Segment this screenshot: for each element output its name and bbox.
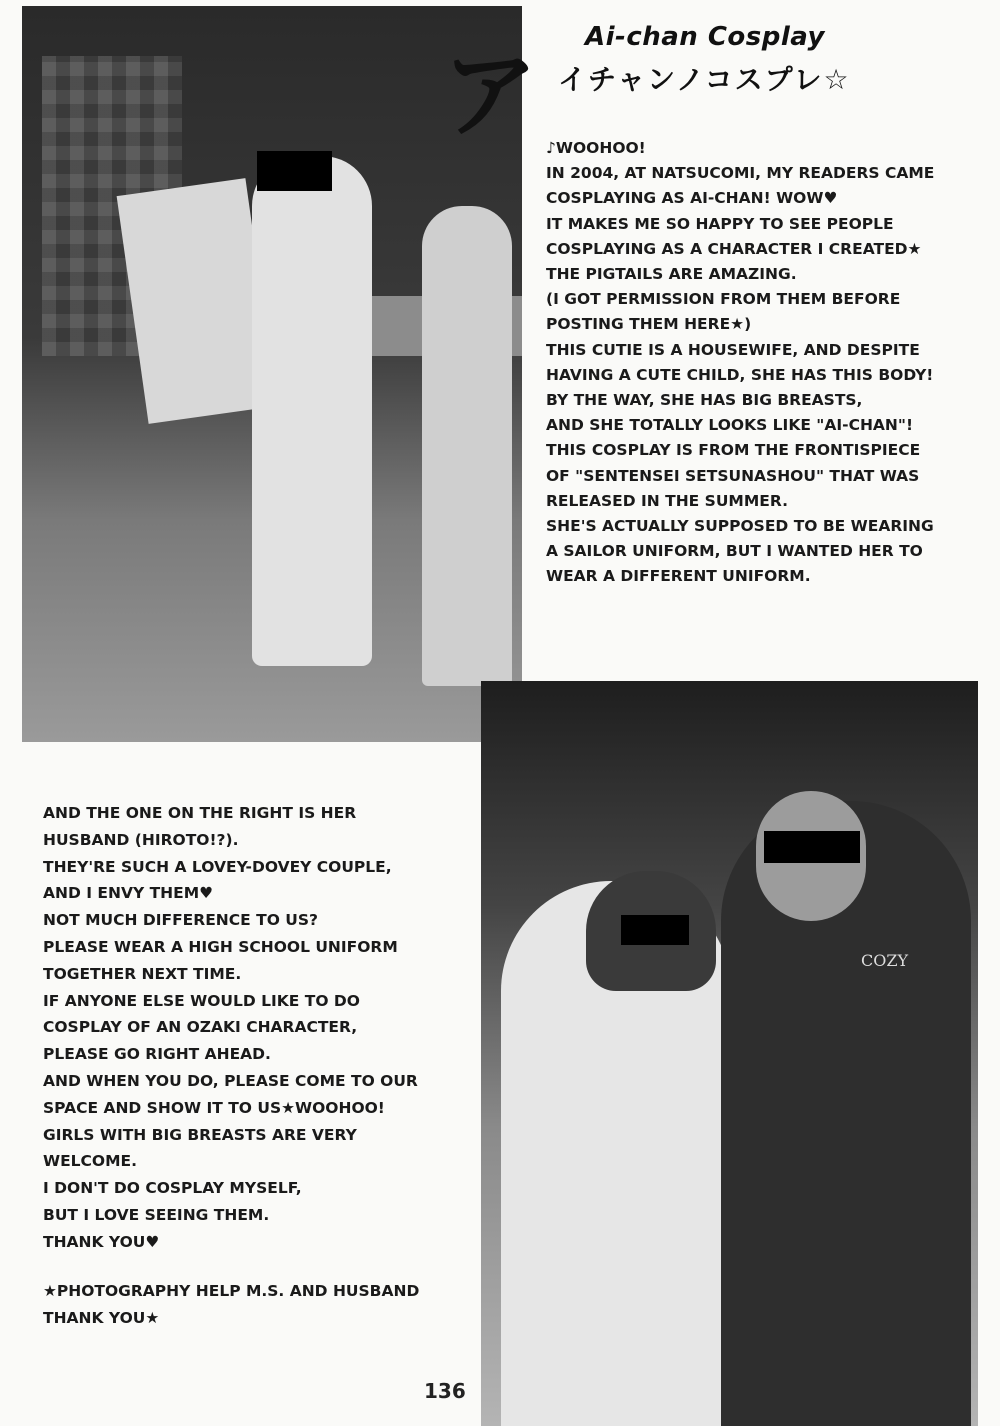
page-number: 136 <box>424 1379 466 1403</box>
caption-line: IT MAKES ME SO HAPPY TO SEE PEOPLE <box>546 214 894 233</box>
shirt-logo: COZY <box>861 951 909 970</box>
caption-line: THE PIGTAILS ARE AMAZING. <box>546 265 797 284</box>
cosplayer-figure <box>252 156 372 666</box>
caption-line: AND THE ONE ON THE RIGHT IS HER <box>43 804 357 822</box>
photo-credits <box>43 1278 419 1332</box>
caption-line: COSPLAYING AS AI-CHAN! WOW♥ <box>546 189 838 208</box>
title-initial-glyph: ア <box>442 39 538 151</box>
caption-line: THIS CUTIE IS A HOUSEWIFE, AND DESPITE <box>546 340 920 359</box>
standee-figure <box>422 206 512 686</box>
caption-line: IN 2004, AT NATSUCOMI, MY READERS CAME <box>546 164 935 183</box>
caption-line: BUT I LOVE SEEING THEM. <box>43 1205 270 1224</box>
title-english: Ai-chan Cosplay <box>585 22 825 52</box>
title-japanese: イチャンノコスプレ☆ <box>558 63 851 96</box>
caption-line: AND WHEN YOU DO, PLEASE COME TO OUR <box>43 1071 418 1090</box>
caption-line: RELEASED IN THE SUMMER. <box>546 491 788 510</box>
caption-line: IF ANYONE ELSE WOULD LIKE TO DO <box>43 991 360 1010</box>
caption-line: THEY'RE SUCH A LOVEY-DOVEY COUPLE, <box>43 857 392 876</box>
caption-line: (I GOT PERMISSION FROM THEM BEFORE <box>546 290 901 309</box>
caption-line: WELCOME. <box>43 1152 138 1171</box>
caption-line: WEAR A DIFFERENT UNIFORM. <box>546 567 811 586</box>
caption-block-lower <box>43 800 418 1256</box>
credits-line: ★PHOTOGRAPHY HELP M.S. AND HUSBAND <box>43 1282 420 1300</box>
caption-line: OF "SENTENSEI SETSUNASHOU" THAT WAS <box>546 466 920 485</box>
face-censor-bar-woman <box>621 915 689 945</box>
caption-line: THIS COSPLAY IS FROM THE FRONTISPIECE <box>546 441 921 460</box>
caption-line: BY THE WAY, SHE HAS BIG BREASTS, <box>546 391 863 410</box>
caption-line: TOGETHER NEXT TIME. <box>43 964 242 983</box>
caption-line: COSPLAYING AS A CHARACTER I CREATED★ <box>546 239 922 258</box>
face-censor-bar-man <box>764 831 860 863</box>
caption-line: SPACE AND SHOW IT TO US★WOOHOO! <box>43 1098 385 1117</box>
caption-line: I DON'T DO COSPLAY MYSELF, <box>43 1179 302 1198</box>
caption-line: AND SHE TOTALLY LOOKS LIKE "AI-CHAN"! <box>546 416 914 435</box>
caption-block-upper <box>546 136 934 590</box>
credits-line: THANK YOU★ <box>43 1308 160 1327</box>
caption-line: A SAILOR UNIFORM, BUT I WANTED HER TO <box>546 542 923 561</box>
caption-line: GIRLS WITH BIG BREASTS ARE VERY <box>43 1125 357 1144</box>
caption-line: SHE'S ACTUALLY SUPPOSED TO BE WEARING <box>546 517 934 536</box>
caption-line: PLEASE WEAR A HIGH SCHOOL UNIFORM <box>43 937 398 956</box>
photo-couple <box>481 681 978 1426</box>
caption-line: PLEASE GO RIGHT AHEAD. <box>43 1045 271 1064</box>
face-censor-bar <box>257 151 332 191</box>
caption-line: NOT MUCH DIFFERENCE TO US? <box>43 911 319 930</box>
caption-line: POSTING THEM HERE★) <box>546 315 752 334</box>
caption-line: THANK YOU♥ <box>43 1232 160 1251</box>
caption-line: COSPLAY OF AN OZAKI CHARACTER, <box>43 1018 358 1037</box>
caption-line: AND I ENVY THEM♥ <box>43 884 214 903</box>
caption-line: HAVING A CUTE CHILD, SHE HAS THIS BODY! <box>546 365 934 384</box>
caption-line: HUSBAND (HIROTO!?). <box>43 830 239 849</box>
caption-line: ♪WOOHOO! <box>546 139 646 157</box>
